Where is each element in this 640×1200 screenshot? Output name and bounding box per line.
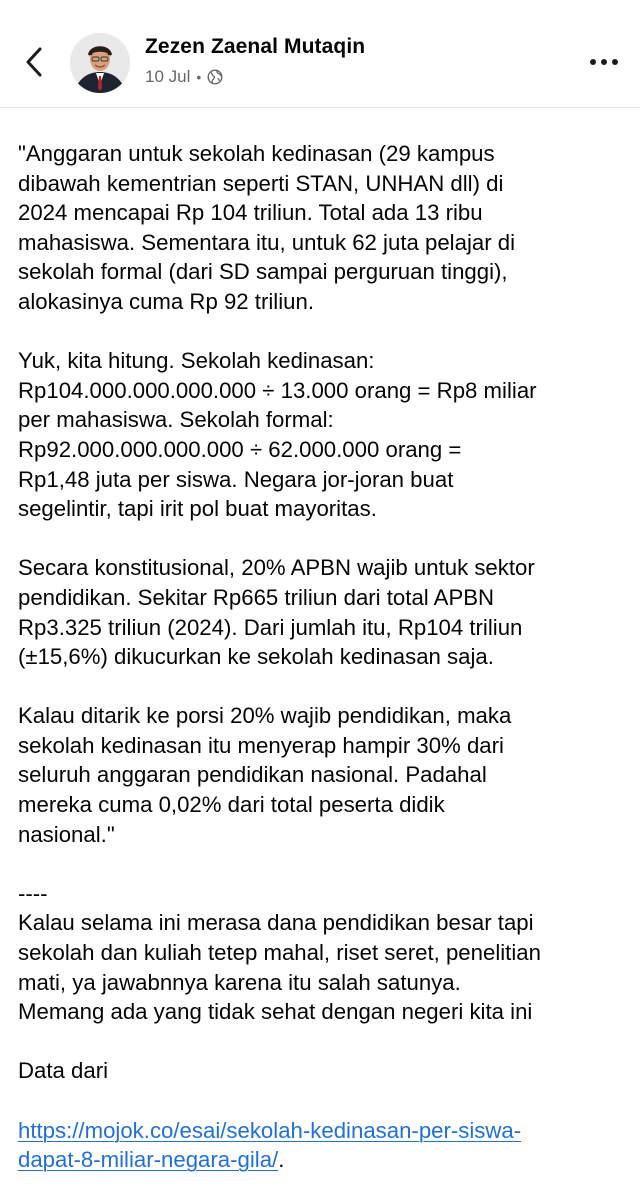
back-button[interactable]	[20, 44, 48, 80]
source-link-line	[18, 1116, 630, 1146]
text-line: seluruh anggaran pendidikan nasional. Padahal	[18, 762, 487, 788]
text-line: sekolah kedinasan itu menyerap hampir 30% dari	[18, 732, 504, 758]
text-line: "Anggaran untuk sekolah kedinasan (29 kampus	[18, 141, 495, 166]
chevron-left-icon	[25, 46, 43, 78]
globe-icon	[207, 69, 223, 85]
author-name[interactable]: Zezen Zaenal Mutaqin	[145, 35, 366, 58]
source-link[interactable]: https://mojok.co/esai/sekolah-kedinasan-per-siswa-	[18, 1117, 522, 1143]
link-trailing-period: .	[278, 1147, 285, 1173]
source-link-line	[18, 1145, 630, 1175]
text-line: mahasiswa. Sementara itu, untuk 62 juta pelajar di	[18, 229, 516, 255]
text-line: nasional."	[18, 821, 115, 847]
more-options-button[interactable]	[584, 50, 624, 74]
avatar-image	[70, 33, 130, 93]
meta-separator: •	[196, 69, 202, 85]
text-line: Rp3.325 triliun (2024). Dari jumlah itu, Rp104 triliun	[18, 614, 523, 640]
text-line: dibawah kementrian seperti STAN, UNHAN dll) di	[18, 170, 504, 196]
text-line: Kalau selama ini merasa dana pendidikan besar tapi	[18, 910, 534, 936]
text-line: Secara konstitusional, 20% APBN wajib untuk sektor	[18, 555, 535, 581]
source-label: Data dari	[18, 1058, 109, 1084]
text-line: Rp1,48 juta per siswa. Negara jor-joran buat	[18, 466, 454, 492]
paragraph-closing	[18, 908, 630, 1026]
section-divider: ----	[18, 880, 48, 906]
text-line: Memang ada yang tidak sehat dengan negeri kita ini	[18, 999, 533, 1025]
text-line: (±15,6%) dikucurkan ke sekolah kedinasan saja.	[18, 644, 494, 670]
text-line: alokasinya cuma Rp 92 triliun.	[18, 288, 314, 314]
post-date[interactable]: 10 Jul	[145, 67, 191, 86]
text-line: per mahasiswa. Sekolah formal:	[18, 407, 334, 433]
text-line: Yuk, kita hitung. Sekolah kedinasan:	[18, 348, 375, 374]
text-line: Rp104.000.000.000.000 ÷ 13.000 orang = Rp8 miliar	[18, 377, 537, 403]
paragraph-calculation	[18, 346, 630, 524]
text-line: segelintir, tapi irit pol buat mayoritas.	[18, 496, 377, 522]
text-line: 2024 mencapai Rp 104 triliun. Total ada 13 ribu	[18, 200, 483, 226]
post-meta	[145, 67, 223, 87]
text-line: mereka cuma 0,02% dari total peserta didik	[18, 792, 445, 818]
paragraph-constitutional	[18, 553, 630, 671]
text-line: Rp92.000.000.000.000 ÷ 62.000.000 orang =	[18, 436, 462, 462]
text-line: sekolah dan kuliah tetep mahal, riset seret, penelitian	[18, 940, 541, 966]
post-header	[0, 0, 640, 108]
avatar[interactable]	[70, 33, 130, 93]
text-line: pendidikan. Sekitar Rp665 triliun dari total APBN	[18, 584, 495, 610]
post-body	[18, 139, 630, 1175]
text-line: mati, ya jawabnnya karena itu salah satunya.	[18, 969, 461, 995]
text-line: Kalau ditarik ke porsi 20% wajib pendidikan, maka	[18, 703, 512, 729]
paragraph-budget-intro	[18, 139, 630, 317]
text-line: sekolah formal (dari SD sampai perguruan tinggi),	[18, 259, 508, 285]
paragraph-education-share	[18, 701, 630, 849]
more-horizontal-icon	[589, 58, 619, 66]
source-link[interactable]: dapat-8-miliar-negara-gila/	[18, 1147, 279, 1173]
